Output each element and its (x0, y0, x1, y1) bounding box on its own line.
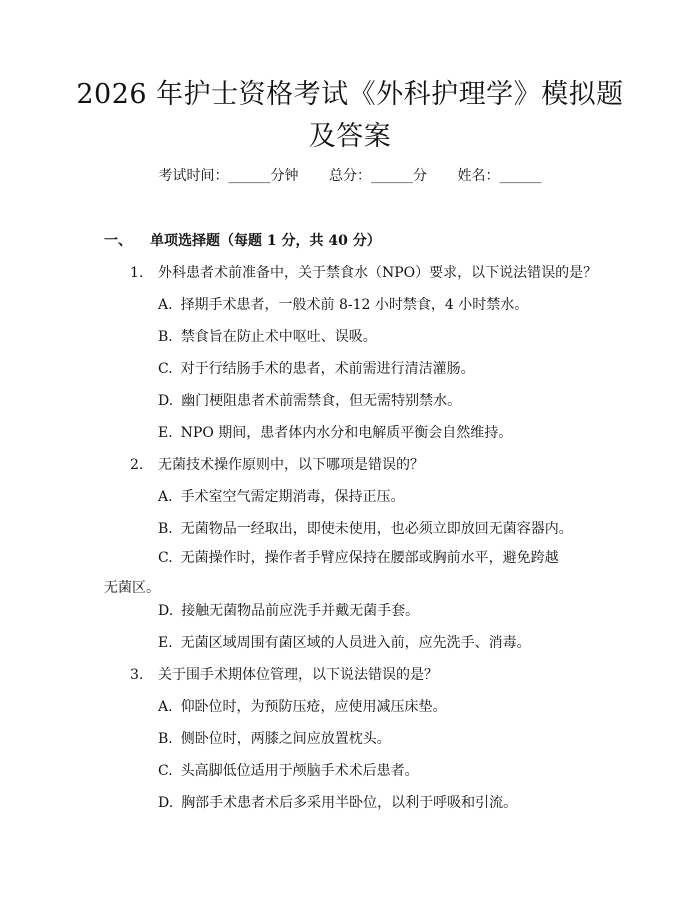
option-text: 对于行结肠手术的患者，术前需进行清洁灌肠。 (180, 361, 475, 377)
exam-meta (0, 165, 700, 185)
option-letter: E. (158, 425, 173, 441)
option-1e (158, 422, 512, 442)
option-letter: C. (158, 361, 173, 377)
option-letter: A. (158, 699, 173, 715)
title-line-1: 2026 年护士资格考试《外科护理学》模拟题 (76, 79, 624, 110)
option-3b (158, 728, 391, 748)
option-3d (158, 792, 517, 812)
option-letter: B. (158, 521, 173, 537)
option-2c (104, 543, 564, 603)
question-number: 3. (130, 667, 144, 683)
question-text: 无菌技术操作原则中，以下哪项是错误的？ (158, 457, 424, 473)
option-letter: B. (158, 329, 173, 345)
section-title: 单项选择题（每题 1 分，共 40 分） (150, 233, 381, 249)
option-1d (158, 390, 461, 410)
option-letter: D. (158, 393, 174, 409)
question-number: 1. (130, 265, 144, 281)
option-2d (158, 600, 419, 620)
option-2e (158, 632, 531, 652)
option-letter: D. (158, 603, 174, 619)
exam-time: 考试时间：______分钟 (158, 168, 299, 184)
option-letter: C. (158, 763, 173, 779)
option-text: 接触无菌物品前应洗手并戴无菌手套。 (181, 603, 420, 619)
section-heading (104, 230, 381, 250)
option-text: 侧卧位时，两膝之间应放置枕头。 (180, 731, 391, 747)
option-text: 手术室空气需定期消毒，保持正压。 (180, 489, 405, 505)
option-text: 禁食旨在防止术中呕吐、误吸。 (180, 329, 377, 345)
exam-score: 总分：______分 (329, 168, 427, 184)
option-text: 无菌物品一经取出，即使未使用，也必须立即放回无菌容器内。 (180, 521, 573, 537)
option-3c (158, 760, 419, 780)
option-text: 幽门梗阻患者术前需禁食，但无需特别禁水。 (181, 393, 462, 409)
option-text: NPO 期间，患者体内水分和电解质平衡会自然维持。 (180, 425, 513, 441)
question-1 (130, 262, 597, 282)
option-2b (158, 518, 573, 538)
option-text: 无菌区域周围有菌区域的人员进入前，应先洗手、消毒。 (180, 635, 531, 651)
exam-name: 姓名：______ (457, 168, 542, 184)
question-3 (130, 664, 438, 684)
option-text: 无菌操作时，操作者手臂应保持在腰部或胸前水平，避免跨越无菌区。 (104, 550, 559, 596)
option-text: 头高脚低位适用于颅脑手术术后患者。 (180, 763, 419, 779)
option-3a (158, 696, 447, 716)
section-number: 一、 (104, 233, 132, 249)
option-text: 胸部手术患者术后多采用半卧位，以利于呼吸和引流。 (181, 795, 518, 811)
option-1c (158, 358, 475, 378)
page-title (0, 74, 700, 158)
option-1b (158, 326, 377, 346)
question-2 (130, 454, 424, 474)
title-line-2: 及答案 (308, 121, 392, 152)
option-letter: A. (158, 489, 173, 505)
option-1a (158, 294, 528, 314)
question-text: 关于围手术期体位管理，以下说法错误的是？ (158, 667, 438, 683)
option-letter: E. (158, 635, 173, 651)
option-letter: C. (158, 550, 173, 566)
question-number: 2. (130, 457, 144, 473)
option-letter: D. (158, 795, 174, 811)
option-text: 仰卧位时，为预防压疮，应使用减压床垫。 (180, 699, 447, 715)
option-letter: A. (158, 297, 173, 313)
option-letter: B. (158, 731, 173, 747)
question-text: 外科患者术前准备中，关于禁食水（NPO）要求，以下说法错误的是？ (158, 265, 598, 281)
option-text: 择期手术患者，一般术前 8-12 小时禁食，4 小时禁水。 (180, 297, 529, 313)
option-2a (158, 486, 405, 506)
